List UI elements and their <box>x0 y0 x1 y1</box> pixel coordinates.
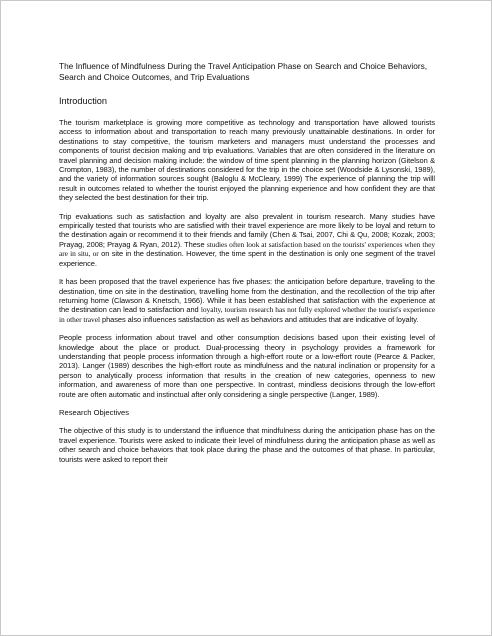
paragraph-5: The objective of this study is to understand the influence that mindfulness during the anticipation phase has on the travel experience. Tourists were asked to indicate their level of mindfulness during the anticipation phase as well as other search and choice behaviors that took place during the phase and the outcomes of that phase. In particular, tourists were asked to report their <box>59 426 435 464</box>
paper-title: The Influence of Mindfulness During the Travel Anticipation Phase on Search and Choice Behaviors, Search and Choice Outcomes, and Trip Evaluations <box>59 61 428 82</box>
paragraph-3-serif-line: loyalty, tourism research has not fully explored whether the tourist's experience in other travel <box>59 305 435 324</box>
page-content <box>59 61 435 473</box>
paragraph-2-part-b: on site in the destination. However, the time spent in the destination is only one segment of the travel experience. <box>59 249 435 268</box>
paragraph-4: People process information about travel and other consumption decisions based upon their existing level of knowledge about the place or product. Dual-processing theory in psychology provides a framework for understanding that people process information through a high-effort route or a low-effort route (Pearce & Packer, 2013). Langer (1989) describes the high-effort route as mindfulness and the natural inclination or propensity for a person to analytically process information that results in the creation of new categories, openness to new information, and awareness of more than one perspective. In contrast, mindless decisions through the low-effort route are often automatic and instinctual after only considering a single perspective (Langer, 1989). <box>59 333 435 399</box>
paragraph-2 <box>59 212 435 268</box>
paragraph-3-part-a: It has been proposed that the travel experience has five phases: the anticipation before departure, traveling to the destination, time on site in the destination, travelling home from the destination, and the recollection of the trip after returning home (Clawson & Knetsch, 1966). While it has been established that satisfaction with the experience at the destination can lead to satisfaction and <box>59 277 435 315</box>
paragraph-1: The tourism marketplace is growing more competitive as technology and transportation have allowed tourists access to information about and transportation to reach many previously unattainable destinations. In order for destinations to stay competitive, the tourism marketers and managers must understand the processes and components of tourist decision making and trip evaluations. Variables that are often considered in the literature on travel planning and decision making include: the window of time spent planning in the planning horizon (Gitelson & Crompton, 1983), the number of destinations considered for the trip in the choice set (Woodside & Lysonski, 1989), and the variety of information sources sought (Baloglu & McCleary, 1999) The experience of planning the trip willl result in outcomes related to whether the tourist enjoyed the planning experience and how confident they are that they selected the best destination for their trip. <box>59 118 435 203</box>
section-heading-introduction: Introduction <box>59 96 108 106</box>
section-heading-research-objectives: Research Objectives <box>59 407 130 417</box>
paragraph-3-part-b: phases also influences satisfaction as well as behaviors and attitudes that are indicative of loyalty. <box>99 314 419 324</box>
paragraph-2-serif-line: studies often look at satisfaction based on the tourists' experiences when they are in situ, or <box>59 239 435 259</box>
paragraph-2-part-a: Trip evaluations such as satisfaction and loyalty are also prevalent in tourism research. Many studies have empirically tested that tourists who are satisfied with their travel experience are more likely to be loyal and return to the destination again or recommend it to their friends and family (Chen & Tsai, 2007, Chi & Qu, 2008; Kozak, 2003; Prayag, 2008; Prayag & Ryan, 2012). These <box>59 211 435 249</box>
paragraph-3 <box>59 277 435 324</box>
